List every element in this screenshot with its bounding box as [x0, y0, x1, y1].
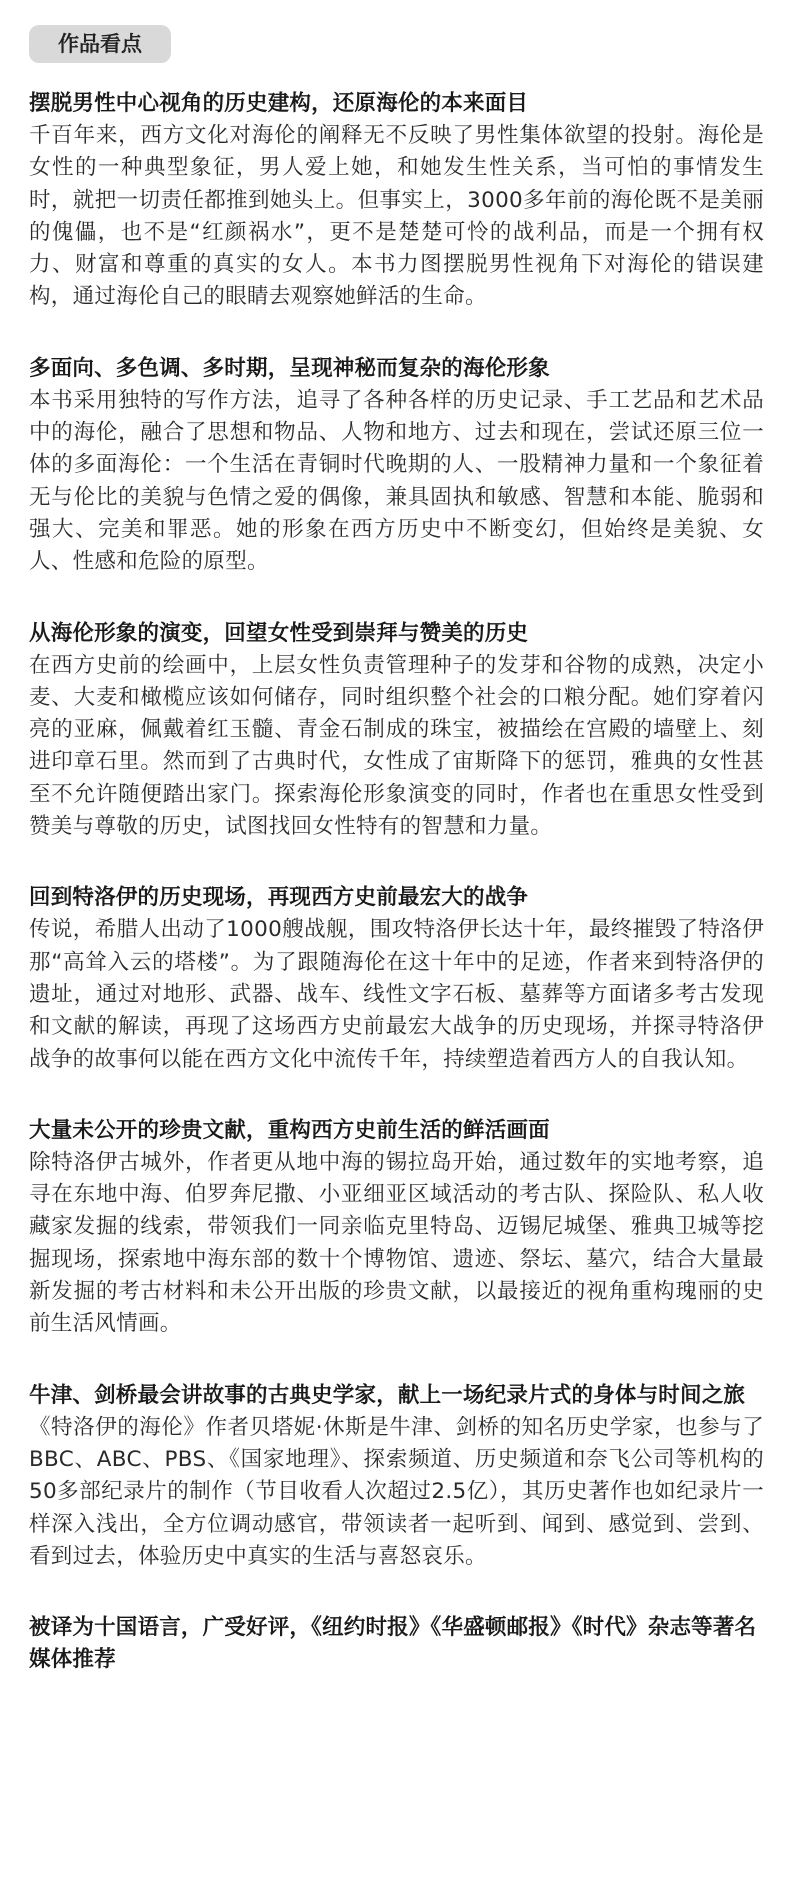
highlight-body: 千百年来，西方文化对海伦的阐释无不反映了男性集体欲望的投射。海伦是女性的一种典型象征，男人爱上她，和她发生性关系，当可怕的事情发生时，就把一切责任都推到她头上。但事实上，3000多年前的海伦既不是美丽的傀儡，也不是“红颜祸水”，更不是楚楚可怜的战利品，而是一个拥有权力、财富和尊重的真实的女人。本书力图摆脱男性视角下对海伦的错误建构，通过海伦自己的眼睛去观察她鲜活的生命。	[29, 123, 764, 310]
highlight-body: 除特洛伊古城外，作者更从地中海的锡拉岛开始，通过数年的实地考察，追寻在东地中海、伯罗奔尼撒、小亚细亚区域活动的考古队、探险队、私人收藏家发掘的线索，带领我们一同亲临克里特岛、迈锡尼城堡、雅典卫城等挖掘现场，探索地中海东部的数十个博物馆、遗迹、祭坛、墓穴，结合大量最新发掘的考古材料和未公开出版的珍贵文献，以最接近的视角重构瑰丽的史前生活风情画。	[29, 1149, 764, 1337]
highlight-section	[29, 1380, 764, 1573]
section-tag: 作品看点	[29, 25, 171, 63]
highlight-title: 被译为十国语言，广受好评，《纽约时报》《华盛顿邮报》《时代》杂志等著名媒体推荐	[29, 1615, 757, 1673]
highlight-body: 本书采用独特的写作方法，追寻了各种各样的历史记录、手工艺品和艺术品中的海伦，融合了思想和物品、人物和地方、过去和现在，尝试还原三位一体的多面海伦：一个生活在青铜时代晚期的人、一股精神力量和一个象征着无与伦比的美貌与色情之爱的偶像，兼具固执和敏感、智慧和本能、脆弱和强大、完美和罪恶。她的形象在西方历史中不断变幻，但始终是美貌、女人、性感和危险的原型。	[29, 387, 764, 575]
highlight-section	[29, 618, 764, 844]
highlight-section	[29, 353, 764, 579]
highlight-section	[29, 88, 764, 314]
highlight-title: 从海伦形象的演变，回望女性受到崇拜与赞美的历史	[29, 620, 529, 646]
highlight-section	[29, 882, 764, 1075]
highlight-section	[29, 1612, 764, 1676]
highlight-body: 传说，希腊人出动了1000艘战舰，围攻特洛伊长达十年，最终摧毁了特洛伊那“高耸入云的塔楼”。为了跟随海伦在这十年中的足迹，作者来到特洛伊的遗址，通过对地形、武器、战车、线性文字石板、墓葬等方面诸多考古发现和文献的解读，再现了这场西方史前最宏大战争的历史现场，并探寻特洛伊战争的故事何以能在西方文化中流传千年，持续塑造着西方人的自我认知。	[29, 917, 764, 1072]
highlight-title: 摆脱男性中心视角的历史建构，还原海伦的本来面目	[29, 91, 529, 116]
highlight-title: 多面向、多色调、多时期，呈现神秘而复杂的海伦形象	[29, 355, 550, 381]
highlight-body: 《特洛伊的海伦》作者贝塔妮·休斯是牛津、剑桥的知名历史学家，也参与了BBC、ABC、PBS、《国家地理》、探索频道、历史频道和奈飞公司等机构的50多部纪录片的制作（节目收看人次超过2.5亿），其历史著作也如纪录片一样深入浅出，全方位调动感官，带领读者一起听到、闻到、感觉到、尝到、看到过去，体验历史中真实的生活与喜怒哀乐。	[29, 1414, 764, 1569]
highlight-title: 大量未公开的珍贵文献，重构西方史前生活的鲜活画面	[29, 1117, 550, 1143]
highlight-body: 在西方史前的绘画中，上层女性负责管理种子的发芽和谷物的成熟，决定小麦、大麦和橄榄应该如何储存，同时组织整个社会的口粮分配。她们穿着闪亮的亚麻，佩戴着红玉髓、青金石制成的珠宝，被描绘在宫殿的墙壁上、刻进印章石里。然而到了古典时代，女性成了宙斯降下的惩罚，雅典的女性甚至不允许随便踏出家门。探索海伦形象演变的同时，作者也在重思女性受到赞美与尊敬的历史，试图找回女性特有的智慧和力量。	[29, 652, 764, 840]
highlight-title: 牛津、剑桥最会讲故事的古典史学家，献上一场纪录片式的身体与时间之旅	[29, 1382, 746, 1408]
highlight-section	[29, 1115, 764, 1341]
highlights-list	[29, 88, 764, 1715]
highlight-title: 回到特洛伊的历史现场，再现西方史前最宏大的战争	[29, 885, 529, 911]
